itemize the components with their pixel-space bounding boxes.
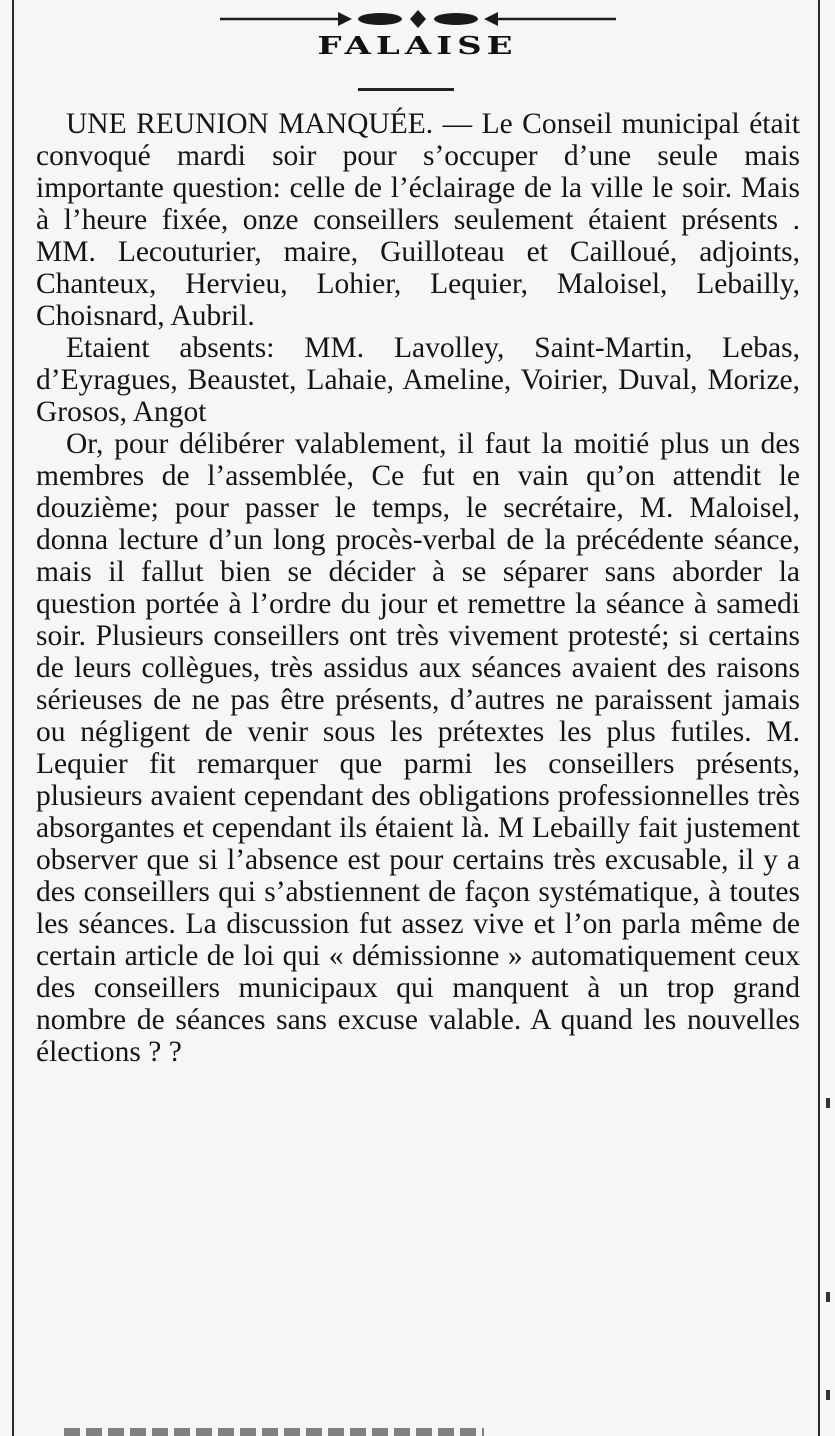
article-heading: UNE REUNION MANQUÉE.	[66, 108, 434, 140]
margin-mark	[826, 1098, 830, 1108]
heading-dash: —	[442, 108, 473, 140]
article-body	[36, 108, 800, 1068]
main-paragraph: Or, pour délibérer valablement, il faut la moitié plus un des membres de l’assemblée, Ce fut en vain qu’on attendit le douzième; pour passer le temps, le secrétaire, M. Maloisel, donna lecture d’un long procès-verbal de la précédente séance, mais il fallut bien se décider à se séparer sans aborder la question portée à l’ordre du jour et remettre la séance à samedi soir. Plusieurs conseillers ont très vivement protesté; si certains de leurs collègues, très assidus aux séances avaient des raisons sérieuses de ne pas être présents, d’autres ne paraissent jamais ou négligent de venir sous les prétextes les plus futiles. M. Lequier fit remarquer que parmi les conseillers présents, plusieurs avaient cependant des obligations professionnelles très absorgantes et cependant ils étaient là. M Lebailly fait justement observer que si l’absence est pour certains très excusable, il y a des conseillers qui s’abstiennent de façon systématique, à toutes les séances. La discussion fut assez vive et l’on parla même de certain article de loi qui « démissionne » automatiquement ceux des conseillers municipaux qui manquent à un trop grand nombre de séances sans excuse valable. A quand les nouvelles élections ? ?	[36, 428, 800, 1068]
section-title: FALAISE	[317, 31, 518, 61]
cut-off-next-headline	[64, 1428, 484, 1436]
ornament-divider-icon	[220, 8, 616, 30]
intro-paragraph	[36, 108, 800, 332]
margin-mark	[826, 1292, 830, 1302]
margin-mark	[826, 1390, 830, 1400]
left-column-rule	[12, 0, 14, 1436]
right-column-rule	[818, 0, 820, 1436]
title-underline	[358, 88, 454, 91]
absents-paragraph: Etaient absents: MM. Lavolley, Saint-Martin, Lebas, d’Eyragues, Beaustet, Lahaie, Ameline, Voirier, Duval, Morize, Grosos, Angot	[36, 332, 800, 428]
intro-text: Le Conseil municipal était convoqué mardi soir pour s’occuper d’une seule mais importante question: celle de l’éclairage de la ville le soir. Mais à l’heure fixée, onze conseillers seulement étaient présents . MM. Lecouturier, maire, Guilloteau et Cailloué, adjoints, Chanteux, Hervieu, Lohier, Lequier, Maloisel, Lebailly, Choisnard, Aubril.	[36, 108, 800, 332]
